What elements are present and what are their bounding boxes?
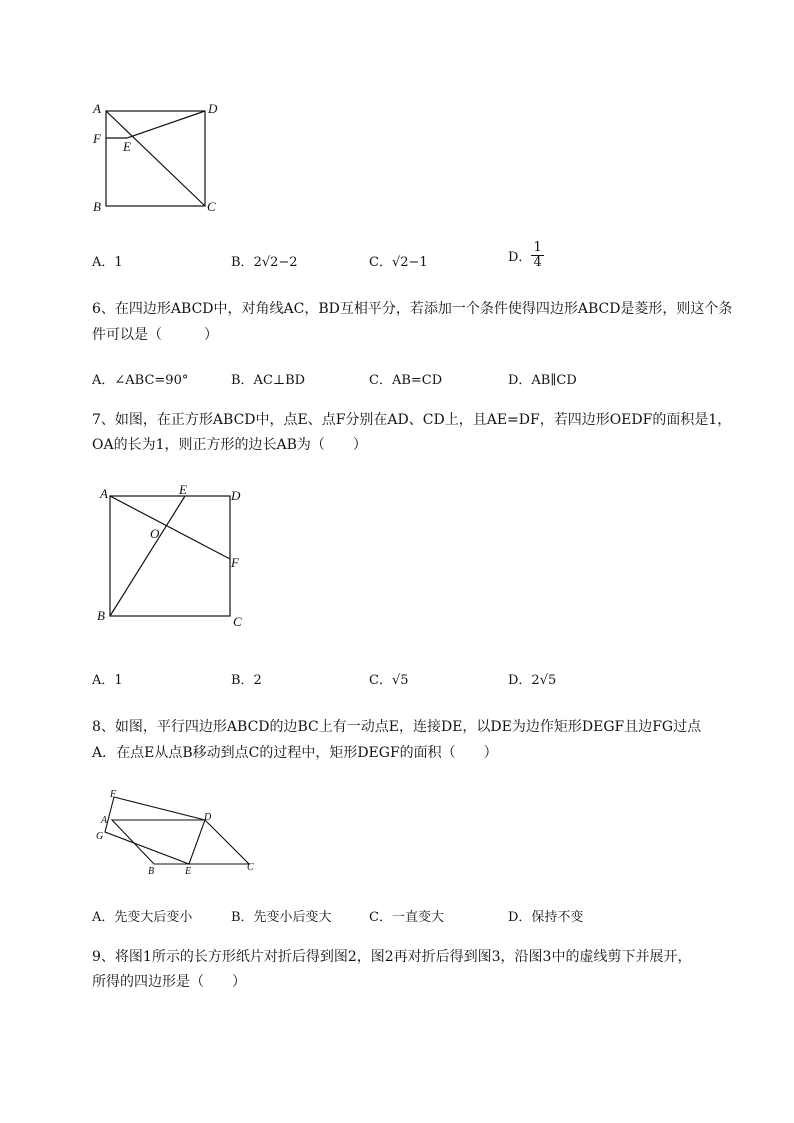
q6-option-c: C．AB=CD bbox=[369, 373, 443, 388]
q7-segment-af bbox=[110, 496, 230, 559]
q8-option-c: C．一直变大 bbox=[369, 910, 444, 925]
q8-label-c: C bbox=[247, 862, 254, 873]
q7-text-line2: OA的长为1，则正方形的边长AB为（ ） bbox=[92, 437, 367, 453]
q5-option-d-prefix: D． bbox=[508, 250, 532, 265]
q5-option-c-value: √2−1 bbox=[391, 255, 428, 270]
q5-label-d: D bbox=[208, 101, 218, 116]
q8-option-d: D．保持不变 bbox=[508, 910, 584, 925]
q5-label-f: F bbox=[93, 131, 101, 146]
q5-diagonal-ac bbox=[106, 111, 205, 206]
q5-label-b: B bbox=[93, 199, 101, 214]
q5-option-d bbox=[508, 241, 544, 270]
q5-segment-de bbox=[127, 111, 205, 138]
q5-option-c bbox=[369, 251, 428, 270]
q9-text-line1: 9、将图1所示的长方形纸片对折后得到图2，图2再对折后得到图3，沿图3中的虚线剪下并展开， bbox=[92, 949, 692, 965]
q5-option-c-prefix: C． bbox=[369, 255, 392, 270]
q8-label-d: D bbox=[204, 812, 212, 823]
q8-label-b: B bbox=[148, 866, 155, 877]
q8-label-e: E bbox=[185, 866, 192, 877]
q7-label-f: F bbox=[231, 555, 239, 570]
q7-label-d: D bbox=[231, 488, 241, 503]
q8-rectangle bbox=[105, 797, 205, 864]
q8-label-f: F bbox=[110, 789, 117, 800]
q6-option-d: D．AB∥CD bbox=[508, 373, 577, 388]
q8-text-line2: A．在点E从点B移动到点C的过程中，矩形DEGF的面积（ ） bbox=[92, 745, 498, 761]
q6-option-b: B．AC⊥BD bbox=[231, 373, 306, 388]
q5-figure bbox=[85, 95, 225, 225]
q7-label-b: B bbox=[97, 608, 105, 623]
q7-square bbox=[110, 496, 230, 616]
q7-label-a: A bbox=[100, 486, 108, 501]
q7-label-c: C bbox=[233, 614, 242, 629]
q6-option-a: A．∠ABC=90° bbox=[92, 373, 189, 388]
q7-text-line1: 7、如图，在正方形ABCD中，点E、点F分别在AD、CD上，且AE=DF，若四边形OEDF的面积是1， bbox=[92, 412, 732, 428]
q5-option-b-value: 2√2−2 bbox=[253, 255, 298, 270]
q8-text-line1: 8、如图，平行四边形ABCD的边BC上有一动点E，连接DE，以DE为边作矩形DEGF且边FG过点 bbox=[92, 719, 702, 735]
q5-option-d-denominator: 4 bbox=[533, 255, 542, 270]
q8-label-a: A bbox=[101, 815, 108, 826]
q8-figure bbox=[92, 785, 272, 880]
q5-option-d-fraction bbox=[531, 241, 543, 270]
q5-label-c: C bbox=[207, 199, 216, 214]
q5-option-b-prefix: B． bbox=[231, 255, 254, 270]
q7-option-c: C．√5 bbox=[369, 673, 409, 688]
q7-figure bbox=[88, 480, 258, 630]
q7-option-a: A．1 bbox=[92, 673, 123, 688]
q8-option-a: A．先变大后变小 bbox=[92, 910, 193, 925]
q5-option-d-numerator: 1 bbox=[533, 240, 542, 255]
q7-segment-be bbox=[110, 496, 185, 616]
q6-text-line1: 6、在四边形ABCD中，对角线AC，BD互相平分，若添加一个条件使得四边形ABCD是菱形，则这个条 bbox=[92, 301, 733, 317]
q5-label-a: A bbox=[93, 101, 101, 116]
q5-label-e: E bbox=[123, 139, 131, 154]
q5-option-b bbox=[231, 251, 298, 270]
q7-option-b: B．2 bbox=[231, 673, 262, 688]
q7-label-e: E bbox=[179, 482, 187, 497]
q5-option-a: A．1 bbox=[92, 255, 123, 270]
q7-label-o: O bbox=[150, 526, 160, 541]
q7-option-d: D．2√5 bbox=[508, 673, 557, 688]
q6-text-line2: 件可以是（ ） bbox=[92, 327, 218, 343]
q8-label-g: G bbox=[96, 831, 104, 842]
q8-option-b: B．先变小后变大 bbox=[231, 910, 332, 925]
q9-text-line2: 所得的四边形是（ ） bbox=[92, 974, 246, 990]
